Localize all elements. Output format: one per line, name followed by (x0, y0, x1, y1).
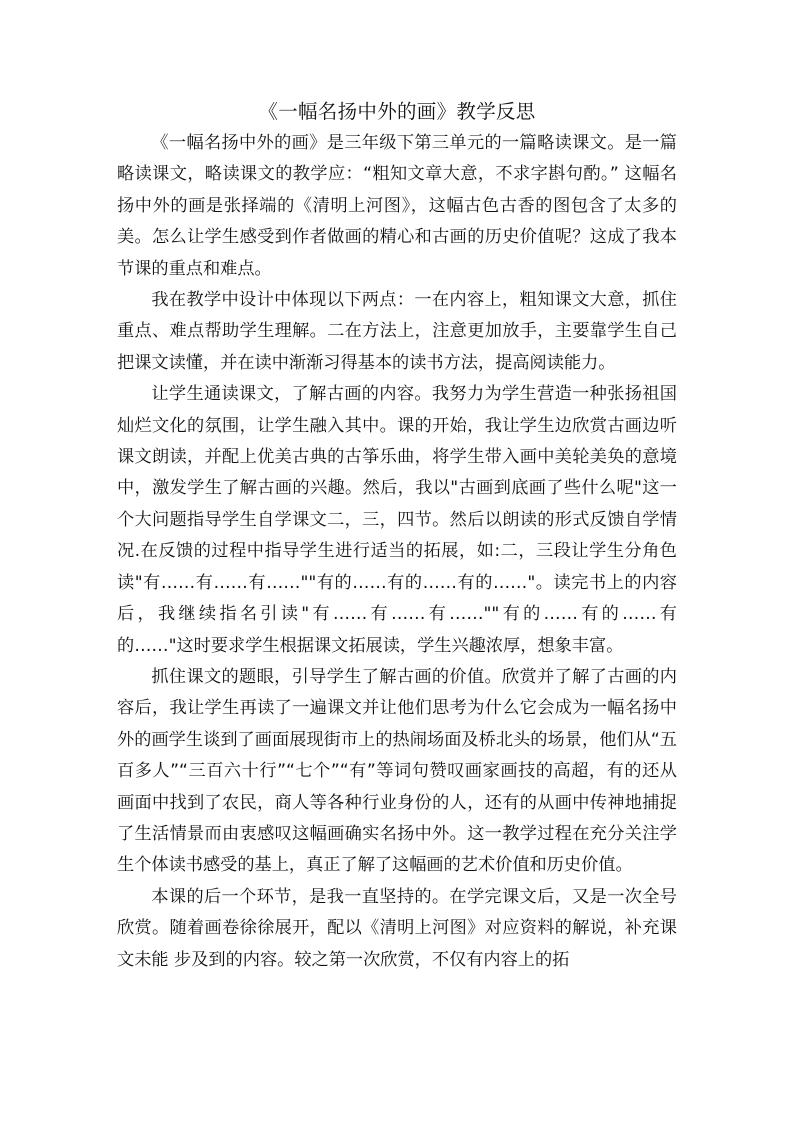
paragraph-4: 抓住课文的题眼，引导学生了解古画的价值。欣赏并了解了古画的内容后，我让学生再读了一遍课文并让他们思考为什么它会成为一幅名扬中外的画学生谈到了画面展现街市上的热闹场面及桥北头的场景，他们从“五百多人”“三百六十行”“七个”“有”等词句赞叹画家画技的高超，有的还从画面中找到了农民，商人等各种行业身份的人，还有的从画中传神地捕捉了生活情景而由衷感叹这幅画确实名扬中外。这一教学过程在充分关注学生个体读书感受的基上，真正了解了这幅画的艺术价值和历史价值。 (117, 666, 677, 876)
paragraph-1: 《一幅名扬中外的画》是三年级下第三单元的一篇略读课文。是一篇略读课文，略读课文的教学应：“粗知文章大意，不求字斟句酌。” 这幅名扬中外的画是张择端的《清明上河图》，这幅古色古香的图包含了太多的美。怎么让学生感受到作者做画的精心和古画的历史价值呢？这成了我本节课的重点和难点。 (117, 133, 677, 279)
paragraph-5: 本课的后一个环节，是我一直坚持的。在学完课文后，又是一次全号欣赏。随着画卷徐徐展开，配以《清明上河图》对应资料的解说，补充课文未能 步及到的内容。较之第一次欣赏，不仅有内容上的拓 (117, 886, 677, 970)
paragraph-2: 我在教学中设计中体现以下两点：一在内容上，粗知课文大意，抓住重点、难点帮助学生理解。二在方法上，注意更加放手，主要靠学生自己把课文读懂，并在读中渐渐习得基本的读书方法，提高阅读能力。 (117, 290, 677, 373)
document-page (117, 98, 677, 976)
document-title: 《一幅名扬中外的画》教学反思 (258, 100, 536, 123)
paragraph-3: 让学生通读课文，了解古画的内容。我努力为学生营造一种张扬祖国灿烂文化的氛围，让学生融入其中。课的开始，我让学生边欣赏古画边听课文朗读，并配上优美古典的古筝乐曲，将学生带入画中美轮美奂的意境中，激发学生了解古画的兴趣。然后，我以"古画到底画了些什么呢"这一个大问题指导学生自学课文二，三，四节。然后以朗读的形式反馈自学情况.在反馈的过程中指导学生进行适当的拓展，如:二，三段让学生分角色读"有……有……有……""有的……有的……有的……"。读完书上的内容后，我继续指名引读"有……有……有……""有的……有的……有的……"这时要求学生根据课文拓展读，学生兴趣浓厚，想象丰富。 (117, 384, 677, 656)
